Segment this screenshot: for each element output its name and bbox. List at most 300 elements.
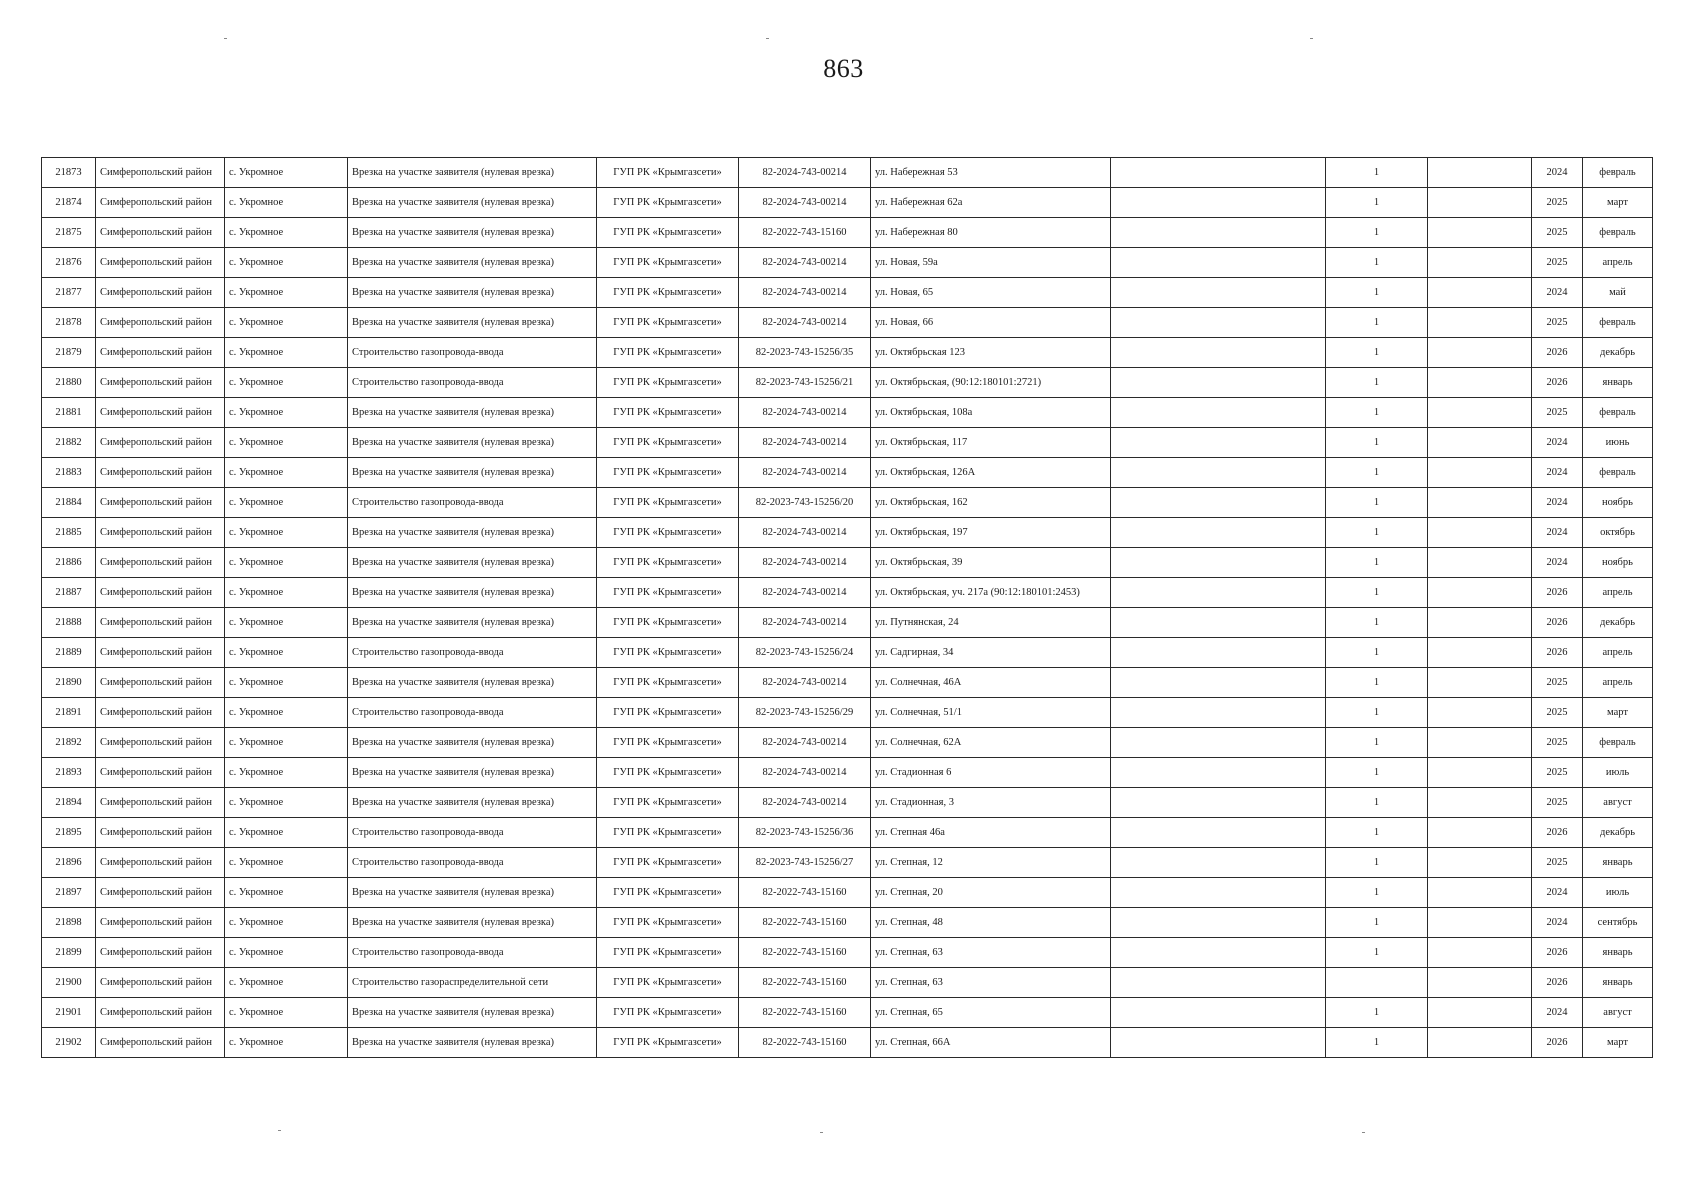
address-cell: ул. Степная, 63: [871, 968, 1111, 998]
year-cell: 2024: [1532, 878, 1583, 908]
village-cell: с. Укромное: [225, 668, 348, 698]
scan-speck: [1362, 1132, 1365, 1133]
month-cell: апрель: [1583, 578, 1653, 608]
address-cell: ул. Степная, 65: [871, 998, 1111, 1028]
month-cell: март: [1583, 188, 1653, 218]
empty-cell: [1111, 608, 1326, 638]
scan-speck: [1310, 38, 1313, 39]
month-cell: январь: [1583, 938, 1653, 968]
organization-cell: ГУП РК «Крымгазсети»: [597, 248, 739, 278]
month-cell: ноябрь: [1583, 488, 1653, 518]
address-cell: ул. Новая, 65: [871, 278, 1111, 308]
empty-cell: [1111, 938, 1326, 968]
empty-cell: [1111, 638, 1326, 668]
organization-cell: ГУП РК «Крымгазсети»: [597, 938, 739, 968]
address-cell: ул. Набережная 53: [871, 158, 1111, 188]
month-cell: июль: [1583, 758, 1653, 788]
row-number: 21887: [42, 578, 96, 608]
project-code-cell: 82-2023-743-15256/20: [739, 488, 871, 518]
project-code-cell: 82-2022-743-15160: [739, 998, 871, 1028]
district-cell: Симферопольский район: [96, 548, 225, 578]
month-cell: февраль: [1583, 158, 1653, 188]
work-type-cell: Строительство газопровода-ввода: [348, 848, 597, 878]
empty-cell: [1428, 878, 1532, 908]
empty-cell: [1111, 578, 1326, 608]
quantity-cell: 1: [1326, 908, 1428, 938]
month-cell: август: [1583, 788, 1653, 818]
village-cell: с. Укромное: [225, 788, 348, 818]
district-cell: Симферопольский район: [96, 818, 225, 848]
district-cell: Симферопольский район: [96, 488, 225, 518]
empty-cell: [1428, 578, 1532, 608]
year-cell: 2025: [1532, 668, 1583, 698]
project-code-cell: 82-2024-743-00214: [739, 398, 871, 428]
district-cell: Симферопольский район: [96, 1028, 225, 1058]
empty-cell: [1111, 968, 1326, 998]
scan-speck: [278, 1130, 281, 1131]
quantity-cell: 1: [1326, 248, 1428, 278]
month-cell: апрель: [1583, 638, 1653, 668]
project-code-cell: 82-2022-743-15160: [739, 1028, 871, 1058]
district-cell: Симферопольский район: [96, 398, 225, 428]
address-cell: ул. Степная, 63: [871, 938, 1111, 968]
table-row: [42, 1028, 1653, 1058]
village-cell: с. Укромное: [225, 818, 348, 848]
table-row: [42, 698, 1653, 728]
work-type-cell: Врезка на участке заявителя (нулевая врезка): [348, 188, 597, 218]
address-cell: ул. Степная 46а: [871, 818, 1111, 848]
work-type-cell: Строительство газопровода-ввода: [348, 338, 597, 368]
empty-cell: [1428, 638, 1532, 668]
work-type-cell: Врезка на участке заявителя (нулевая врезка): [348, 608, 597, 638]
year-cell: 2025: [1532, 248, 1583, 278]
project-code-cell: 82-2024-743-00214: [739, 458, 871, 488]
empty-cell: [1111, 398, 1326, 428]
quantity-cell: 1: [1326, 728, 1428, 758]
village-cell: с. Укромное: [225, 428, 348, 458]
row-number: 21888: [42, 608, 96, 638]
village-cell: с. Укромное: [225, 278, 348, 308]
year-cell: 2026: [1532, 938, 1583, 968]
empty-cell: [1428, 608, 1532, 638]
empty-cell: [1111, 188, 1326, 218]
table-row: [42, 848, 1653, 878]
village-cell: с. Укромное: [225, 998, 348, 1028]
row-number: 21882: [42, 428, 96, 458]
row-number: 21875: [42, 218, 96, 248]
year-cell: 2024: [1532, 548, 1583, 578]
address-cell: ул. Новая, 59а: [871, 248, 1111, 278]
organization-cell: ГУП РК «Крымгазсети»: [597, 428, 739, 458]
organization-cell: ГУП РК «Крымгазсети»: [597, 1028, 739, 1058]
row-number: 21901: [42, 998, 96, 1028]
work-type-cell: Строительство газопровода-ввода: [348, 638, 597, 668]
month-cell: март: [1583, 698, 1653, 728]
empty-cell: [1428, 428, 1532, 458]
empty-cell: [1428, 848, 1532, 878]
empty-cell: [1428, 308, 1532, 338]
district-cell: Симферопольский район: [96, 788, 225, 818]
organization-cell: ГУП РК «Крымгазсети»: [597, 638, 739, 668]
quantity-cell: 1: [1326, 848, 1428, 878]
row-number: 21893: [42, 758, 96, 788]
year-cell: 2026: [1532, 368, 1583, 398]
row-number: 21873: [42, 158, 96, 188]
village-cell: с. Укромное: [225, 878, 348, 908]
empty-cell: [1428, 518, 1532, 548]
empty-cell: [1111, 848, 1326, 878]
month-cell: январь: [1583, 968, 1653, 998]
empty-cell: [1111, 518, 1326, 548]
district-cell: Симферопольский район: [96, 848, 225, 878]
quantity-cell: 1: [1326, 788, 1428, 818]
table-row: [42, 278, 1653, 308]
village-cell: с. Укромное: [225, 638, 348, 668]
empty-cell: [1428, 458, 1532, 488]
address-cell: ул. Набережная 62а: [871, 188, 1111, 218]
project-code-cell: 82-2022-743-15160: [739, 908, 871, 938]
organization-cell: ГУП РК «Крымгазсети»: [597, 278, 739, 308]
work-type-cell: Врезка на участке заявителя (нулевая врезка): [348, 218, 597, 248]
row-number: 21886: [42, 548, 96, 578]
district-cell: Симферопольский район: [96, 578, 225, 608]
quantity-cell: 1: [1326, 878, 1428, 908]
district-cell: Симферопольский район: [96, 758, 225, 788]
month-cell: июнь: [1583, 428, 1653, 458]
page-number: 863: [823, 54, 864, 83]
table-row: [42, 218, 1653, 248]
empty-cell: [1428, 188, 1532, 218]
quantity-cell: 1: [1326, 698, 1428, 728]
scan-speck: [224, 38, 227, 39]
work-type-cell: Врезка на участке заявителя (нулевая врезка): [348, 998, 597, 1028]
work-type-cell: Врезка на участке заявителя (нулевая врезка): [348, 518, 597, 548]
work-type-cell: Врезка на участке заявителя (нулевая врезка): [348, 578, 597, 608]
village-cell: с. Укромное: [225, 518, 348, 548]
address-cell: ул. Октябрьская, 197: [871, 518, 1111, 548]
organization-cell: ГУП РК «Крымгазсети»: [597, 758, 739, 788]
empty-cell: [1428, 218, 1532, 248]
address-cell: ул. Стадионная, 3: [871, 788, 1111, 818]
address-cell: ул. Октябрьская, уч. 217а (90:12:180101:2453): [871, 578, 1111, 608]
project-code-cell: 82-2023-743-15256/29: [739, 698, 871, 728]
row-number: 21880: [42, 368, 96, 398]
quantity-cell: 1: [1326, 938, 1428, 968]
district-cell: Симферопольский район: [96, 158, 225, 188]
month-cell: ноябрь: [1583, 548, 1653, 578]
project-code-cell: 82-2023-743-15256/27: [739, 848, 871, 878]
empty-cell: [1111, 548, 1326, 578]
work-type-cell: Строительство газопровода-ввода: [348, 488, 597, 518]
month-cell: декабрь: [1583, 338, 1653, 368]
month-cell: февраль: [1583, 398, 1653, 428]
row-number: 21876: [42, 248, 96, 278]
organization-cell: ГУП РК «Крымгазсети»: [597, 458, 739, 488]
work-type-cell: Врезка на участке заявителя (нулевая врезка): [348, 758, 597, 788]
address-cell: ул. Степная, 66А: [871, 1028, 1111, 1058]
project-code-cell: 82-2024-743-00214: [739, 788, 871, 818]
address-cell: ул. Октябрьская, 39: [871, 548, 1111, 578]
district-cell: Симферопольский район: [96, 938, 225, 968]
empty-cell: [1111, 248, 1326, 278]
district-cell: Симферопольский район: [96, 668, 225, 698]
quantity-cell: 1: [1326, 158, 1428, 188]
project-code-cell: 82-2024-743-00214: [739, 428, 871, 458]
village-cell: с. Укромное: [225, 578, 348, 608]
district-cell: Симферопольский район: [96, 458, 225, 488]
empty-cell: [1111, 428, 1326, 458]
work-type-cell: Врезка на участке заявителя (нулевая врезка): [348, 458, 597, 488]
district-cell: Симферопольский район: [96, 518, 225, 548]
empty-cell: [1111, 218, 1326, 248]
organization-cell: ГУП РК «Крымгазсети»: [597, 308, 739, 338]
empty-cell: [1428, 158, 1532, 188]
year-cell: 2026: [1532, 638, 1583, 668]
year-cell: 2025: [1532, 398, 1583, 428]
work-type-cell: Врезка на участке заявителя (нулевая врезка): [348, 728, 597, 758]
year-cell: 2025: [1532, 788, 1583, 818]
village-cell: с. Укромное: [225, 938, 348, 968]
year-cell: 2026: [1532, 818, 1583, 848]
address-cell: ул. Степная, 12: [871, 848, 1111, 878]
project-code-cell: 82-2024-743-00214: [739, 158, 871, 188]
empty-cell: [1111, 998, 1326, 1028]
organization-cell: ГУП РК «Крымгазсети»: [597, 788, 739, 818]
project-code-cell: 82-2023-743-15256/35: [739, 338, 871, 368]
row-number: 21899: [42, 938, 96, 968]
table-row: [42, 968, 1653, 998]
project-code-cell: 82-2024-743-00214: [739, 308, 871, 338]
year-cell: 2024: [1532, 518, 1583, 548]
row-number: 21877: [42, 278, 96, 308]
organization-cell: ГУП РК «Крымгазсети»: [597, 848, 739, 878]
quantity-cell: 1: [1326, 818, 1428, 848]
year-cell: 2024: [1532, 908, 1583, 938]
project-code-cell: 82-2024-743-00214: [739, 668, 871, 698]
row-number: 21884: [42, 488, 96, 518]
table-row: [42, 878, 1653, 908]
project-code-cell: 82-2023-743-15256/21: [739, 368, 871, 398]
district-cell: Симферопольский район: [96, 308, 225, 338]
village-cell: с. Укромное: [225, 218, 348, 248]
month-cell: октябрь: [1583, 518, 1653, 548]
organization-cell: ГУП РК «Крымгазсети»: [597, 698, 739, 728]
district-cell: Симферопольский район: [96, 188, 225, 218]
address-cell: ул. Стадионная 6: [871, 758, 1111, 788]
organization-cell: ГУП РК «Крымгазсети»: [597, 818, 739, 848]
empty-cell: [1111, 278, 1326, 308]
row-number: 21885: [42, 518, 96, 548]
table-row: [42, 188, 1653, 218]
quantity-cell: 1: [1326, 218, 1428, 248]
work-type-cell: Врезка на участке заявителя (нулевая врезка): [348, 278, 597, 308]
address-cell: ул. Набережная 80: [871, 218, 1111, 248]
project-code-cell: 82-2024-743-00214: [739, 188, 871, 218]
year-cell: 2025: [1532, 848, 1583, 878]
address-cell: ул. Октябрьская 123: [871, 338, 1111, 368]
row-number: 21890: [42, 668, 96, 698]
organization-cell: ГУП РК «Крымгазсети»: [597, 998, 739, 1028]
empty-cell: [1428, 968, 1532, 998]
organization-cell: ГУП РК «Крымгазсети»: [597, 908, 739, 938]
table-row: [42, 758, 1653, 788]
month-cell: декабрь: [1583, 818, 1653, 848]
village-cell: с. Укромное: [225, 248, 348, 278]
month-cell: июль: [1583, 878, 1653, 908]
district-cell: Симферопольский район: [96, 428, 225, 458]
village-cell: с. Укромное: [225, 608, 348, 638]
quantity-cell: 1: [1326, 758, 1428, 788]
work-type-cell: Врезка на участке заявителя (нулевая врезка): [348, 248, 597, 278]
month-cell: февраль: [1583, 308, 1653, 338]
month-cell: апрель: [1583, 248, 1653, 278]
work-type-cell: Строительство газопровода-ввода: [348, 818, 597, 848]
year-cell: 2025: [1532, 308, 1583, 338]
project-code-cell: 82-2024-743-00214: [739, 728, 871, 758]
village-cell: с. Укромное: [225, 728, 348, 758]
empty-cell: [1111, 908, 1326, 938]
month-cell: сентябрь: [1583, 908, 1653, 938]
quantity-cell: 1: [1326, 278, 1428, 308]
month-cell: январь: [1583, 848, 1653, 878]
quantity-cell: [1326, 968, 1428, 998]
work-type-cell: Врезка на участке заявителя (нулевая врезка): [348, 788, 597, 818]
organization-cell: ГУП РК «Крымгазсети»: [597, 728, 739, 758]
district-cell: Симферопольский район: [96, 728, 225, 758]
year-cell: 2026: [1532, 608, 1583, 638]
district-cell: Симферопольский район: [96, 218, 225, 248]
empty-cell: [1111, 308, 1326, 338]
address-cell: ул. Степная, 48: [871, 908, 1111, 938]
address-cell: ул. Степная, 20: [871, 878, 1111, 908]
quantity-cell: 1: [1326, 608, 1428, 638]
month-cell: декабрь: [1583, 608, 1653, 638]
address-cell: ул. Новая, 66: [871, 308, 1111, 338]
project-code-cell: 82-2022-743-15160: [739, 218, 871, 248]
table-row: [42, 638, 1653, 668]
empty-cell: [1428, 488, 1532, 518]
project-code-cell: 82-2024-743-00214: [739, 578, 871, 608]
organization-cell: ГУП РК «Крымгазсети»: [597, 608, 739, 638]
table-row: [42, 308, 1653, 338]
empty-cell: [1111, 788, 1326, 818]
district-cell: Симферопольский район: [96, 998, 225, 1028]
district-cell: Симферопольский район: [96, 878, 225, 908]
district-cell: Симферопольский район: [96, 248, 225, 278]
village-cell: с. Укромное: [225, 488, 348, 518]
month-cell: февраль: [1583, 728, 1653, 758]
empty-cell: [1428, 698, 1532, 728]
organization-cell: ГУП РК «Крымгазсети»: [597, 548, 739, 578]
registry-body: [42, 158, 1653, 1058]
work-type-cell: Строительство газопровода-ввода: [348, 368, 597, 398]
organization-cell: ГУП РК «Крымгазсети»: [597, 968, 739, 998]
row-number: 21900: [42, 968, 96, 998]
address-cell: ул. Октябрьская, 162: [871, 488, 1111, 518]
empty-cell: [1428, 908, 1532, 938]
quantity-cell: 1: [1326, 488, 1428, 518]
year-cell: 2024: [1532, 998, 1583, 1028]
table-row: [42, 938, 1653, 968]
year-cell: 2025: [1532, 758, 1583, 788]
empty-cell: [1428, 278, 1532, 308]
table-row: [42, 908, 1653, 938]
table-row: [42, 458, 1653, 488]
empty-cell: [1428, 998, 1532, 1028]
year-cell: 2026: [1532, 578, 1583, 608]
empty-cell: [1428, 668, 1532, 698]
empty-cell: [1428, 368, 1532, 398]
empty-cell: [1111, 878, 1326, 908]
row-number: 21881: [42, 398, 96, 428]
project-code-cell: 82-2024-743-00214: [739, 248, 871, 278]
address-cell: ул. Октябрьская, 108а: [871, 398, 1111, 428]
village-cell: с. Укромное: [225, 158, 348, 188]
year-cell: 2024: [1532, 158, 1583, 188]
row-number: 21894: [42, 788, 96, 818]
organization-cell: ГУП РК «Крымгазсети»: [597, 398, 739, 428]
district-cell: Симферопольский район: [96, 638, 225, 668]
quantity-cell: 1: [1326, 188, 1428, 218]
empty-cell: [1111, 728, 1326, 758]
quantity-cell: 1: [1326, 998, 1428, 1028]
address-cell: ул. Путнянская, 24: [871, 608, 1111, 638]
table-row: [42, 788, 1653, 818]
village-cell: с. Укромное: [225, 548, 348, 578]
district-cell: Симферопольский район: [96, 278, 225, 308]
project-code-cell: 82-2024-743-00214: [739, 608, 871, 638]
address-cell: ул. Октябрьская, 126А: [871, 458, 1111, 488]
month-cell: май: [1583, 278, 1653, 308]
address-cell: ул. Солнечная, 62А: [871, 728, 1111, 758]
work-type-cell: Врезка на участке заявителя (нулевая врезка): [348, 158, 597, 188]
work-type-cell: Строительство газопровода-ввода: [348, 698, 597, 728]
table-row: [42, 548, 1653, 578]
row-number: 21897: [42, 878, 96, 908]
quantity-cell: 1: [1326, 428, 1428, 458]
table-row: [42, 728, 1653, 758]
village-cell: с. Укромное: [225, 308, 348, 338]
empty-cell: [1428, 1028, 1532, 1058]
row-number: 21895: [42, 818, 96, 848]
year-cell: 2026: [1532, 1028, 1583, 1058]
address-cell: ул. Солнечная, 51/1: [871, 698, 1111, 728]
organization-cell: ГУП РК «Крымгазсети»: [597, 518, 739, 548]
address-cell: ул. Солнечная, 46А: [871, 668, 1111, 698]
month-cell: февраль: [1583, 458, 1653, 488]
year-cell: 2024: [1532, 488, 1583, 518]
row-number: 21898: [42, 908, 96, 938]
project-code-cell: 82-2024-743-00214: [739, 758, 871, 788]
empty-cell: [1428, 758, 1532, 788]
district-cell: Симферопольский район: [96, 338, 225, 368]
table-row: [42, 518, 1653, 548]
year-cell: 2024: [1532, 428, 1583, 458]
project-code-cell: 82-2023-743-15256/24: [739, 638, 871, 668]
quantity-cell: 1: [1326, 308, 1428, 338]
organization-cell: ГУП РК «Крымгазсети»: [597, 368, 739, 398]
year-cell: 2025: [1532, 218, 1583, 248]
month-cell: март: [1583, 1028, 1653, 1058]
organization-cell: ГУП РК «Крымгазсети»: [597, 218, 739, 248]
district-cell: Симферопольский район: [96, 698, 225, 728]
year-cell: 2026: [1532, 968, 1583, 998]
address-cell: ул. Октябрьская, (90:12:180101:2721): [871, 368, 1111, 398]
empty-cell: [1111, 488, 1326, 518]
month-cell: январь: [1583, 368, 1653, 398]
scan-speck: [820, 1132, 823, 1133]
table-row: [42, 428, 1653, 458]
